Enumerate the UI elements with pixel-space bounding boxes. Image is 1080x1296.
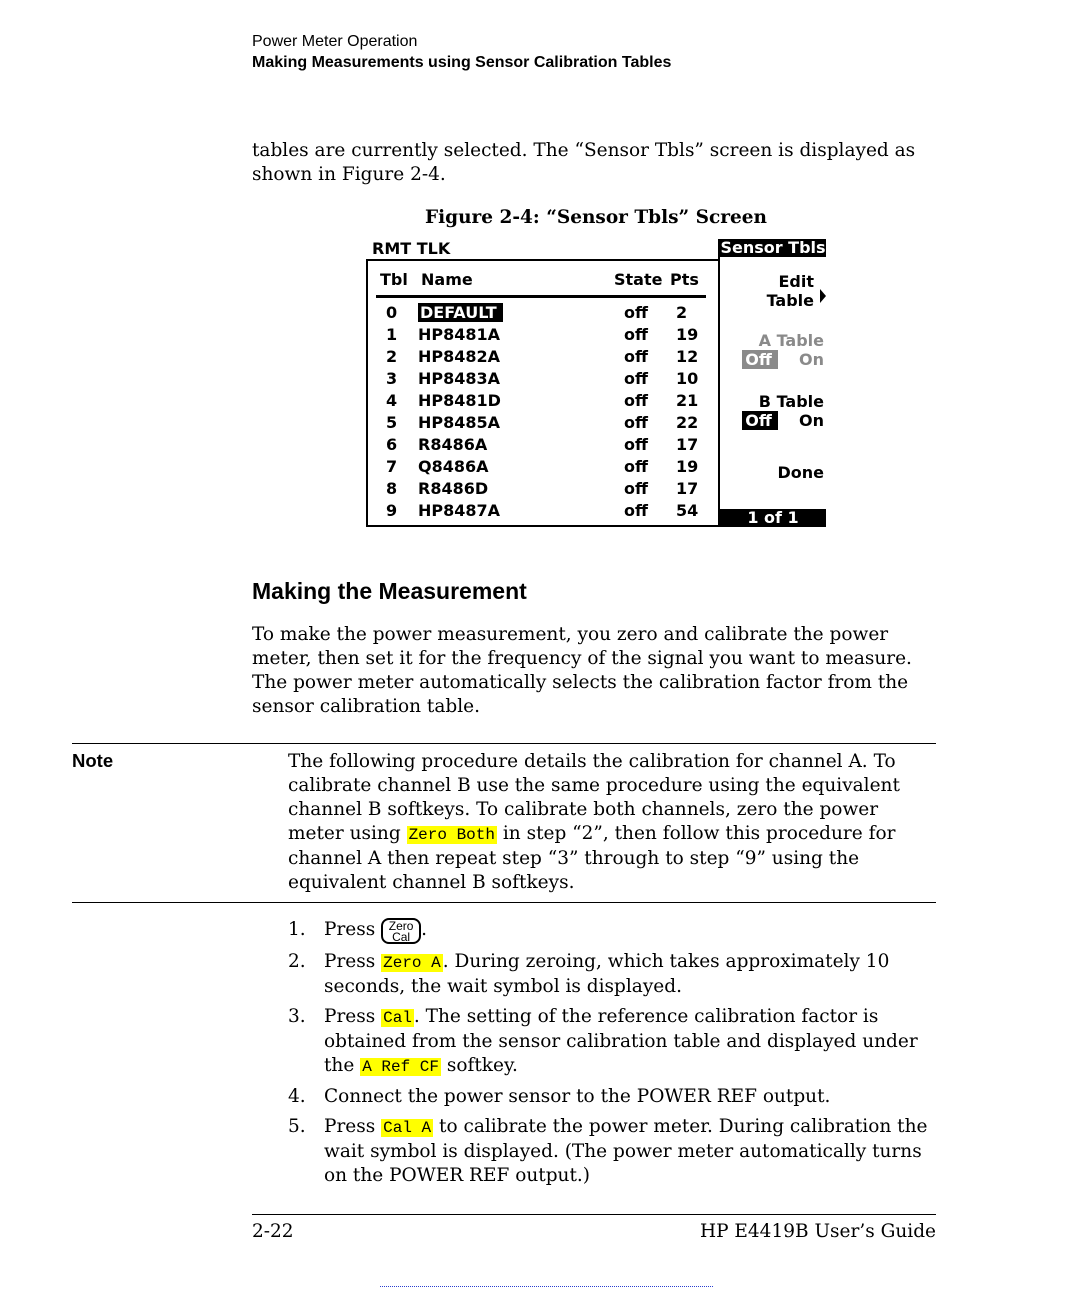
softkey-label: Table [766,291,814,310]
table-cell-tbl: 1 [386,325,398,344]
table-cell-tbl: 0 [386,303,398,322]
table-cell-pts: 19 [676,457,699,476]
step-text: Press [324,1006,382,1027]
table-cell-state: off [624,479,648,498]
screen-main-area [366,239,720,527]
softkey-option-off: Off [742,411,778,430]
table-row [366,501,718,523]
link-underline [380,1286,713,1287]
softkey-zero-a: Zero A [383,954,441,972]
table-cell-pts: 54 [676,501,699,520]
table-row [366,413,718,435]
running-header-section: Power Meter Operation [252,33,418,50]
table-cell-name: HP8481D [418,391,501,410]
section-heading: Making the Measurement [252,578,527,604]
divider [366,259,718,261]
step-number: 5. [288,1116,306,1137]
table-row [366,479,718,501]
step-text: Press [324,1116,382,1137]
table-cell-pts: 21 [676,391,699,410]
page-number: 2-22 [252,1221,294,1242]
softkey-a-ref-cf: A Ref CF [362,1058,439,1076]
note-top-rule [72,743,936,744]
intro-paragraph: tables are currently selected. The “Sensor Tbls” screen is displayed as shown in Figure 2-4. [252,140,916,185]
step-text: . The setting of the reference calibration factor is obtained from the sensor calibration table and displayed under the [324,1006,918,1076]
softkey-b-table [742,392,824,430]
table-cell-name: R8486A [418,435,488,454]
table-cell-tbl: 9 [386,501,398,520]
procedure-steps [288,918,948,1194]
running-header-subsection: Making Measurements using Sensor Calibration Tables [252,54,672,71]
softkey-label: B Table [758,392,824,411]
softkey-cal-a: Cal A [383,1119,432,1137]
header-divider [376,295,706,298]
hardkey-label-bottom: Cal [392,930,411,944]
step-text: to calibrate the power meter. During calibration the wait symbol is displayed. (The power meter automatically turns on the POWER REF output.) [324,1116,928,1186]
note-label: Note [72,750,114,771]
table-cell-tbl: 3 [386,369,398,388]
table-cell-tbl: 4 [386,391,398,410]
table-row [366,347,718,369]
divider [366,525,718,527]
table-cell-name: Q8486A [418,457,489,476]
table-cell-name: HP8485A [418,413,501,432]
note-text-part: in step “2”, then follow this procedure for channel A then repeat step “3” through to step “9” using the equivalent channel B softkeys. [288,823,896,893]
column-header-state: State [614,270,663,289]
table-cell-pts: 10 [676,369,699,388]
softkey-label: A Table [758,331,824,350]
table-row [366,457,718,479]
list-item [288,950,948,999]
note-text [288,750,938,895]
table-cell-name: HP8483A [418,369,501,388]
table-cell-state: off [624,413,648,432]
table-cell-state: off [624,457,648,476]
softkey-panel-title: Sensor Tbls [720,238,826,257]
table-cell-name-selected: DEFAULT [418,303,503,322]
page-indicator: 1 of 1 [720,509,826,527]
table-row [366,303,718,325]
step-text: Press [324,951,382,972]
column-header-pts: Pts [670,270,699,289]
table-cell-pts: 12 [676,347,699,366]
footer-rule [252,1214,936,1215]
submenu-arrow-icon [820,289,826,303]
table-cell-pts: 17 [676,435,699,454]
step-text: . [421,919,427,940]
list-item [288,918,948,944]
list-item [288,1115,948,1188]
softkey-panel [720,239,826,527]
table-cell-state: off [624,391,648,410]
hardkey-label-top: Zero [388,919,414,933]
zero-cal-hardkey [381,918,421,944]
list-item [288,1085,948,1109]
table-cell-name: HP8487A [418,501,501,520]
softkey-done: Done [777,463,824,482]
guide-title: HP E4419B User’s Guide [699,1221,936,1242]
table-cell-tbl: 6 [386,435,398,454]
table-cell-tbl: 5 [386,413,398,432]
table-cell-name: HP8481A [418,325,501,344]
softkey-option-on: On [799,350,824,369]
step-number: 4. [288,1086,306,1107]
table-cell-state: off [624,369,648,388]
table-cell-pts: 22 [676,413,699,432]
list-item [288,1005,948,1079]
table-cell-state: off [624,303,648,322]
table-cell-state: off [624,325,648,344]
softkey-zero-both: Zero Both [408,826,495,844]
table-cell-pts: 19 [676,325,699,344]
table-cell-pts: 17 [676,479,699,498]
step-number: 2. [288,951,306,972]
table-row [366,369,718,391]
note-text-part: The following procedure details the calibration for channel A. To calibrate channel B use the same procedure using the equivalent channel B softkeys. To calibrate both channels, zero the power meter using [288,751,900,844]
table-cell-state: off [624,347,648,366]
softkey-a-table [742,331,824,369]
table-cell-tbl: 2 [386,347,398,366]
status-indicator: RMT TLK [372,239,451,258]
table-cell-state: off [624,501,648,520]
table-row [366,391,718,413]
column-header-tbl: Tbl [380,270,408,289]
section-paragraph: To make the power measurement, you zero and calibrate the power meter, then set it for the frequency of the signal you want to measure. The power meter automatically selects the calibration factor from the sensor calibration table. [252,624,912,717]
table-cell-tbl: 7 [386,457,398,476]
table-row [366,435,718,457]
figure-title: Figure 2-4: “Sensor Tbls” Screen [425,207,767,228]
softkey-label: Edit [778,272,814,291]
softkey-cal: Cal [383,1009,412,1027]
note-bottom-rule [72,902,936,903]
table-row [366,325,718,347]
table-cell-name: R8486D [418,479,489,498]
sensor-tbls-screen [366,239,826,527]
step-text: . During zeroing, which takes approximately 10 seconds, the wait symbol is displayed. [324,951,890,997]
table-cell-name: HP8482A [418,347,501,366]
step-text: Press [324,919,382,940]
table-cell-tbl: 8 [386,479,398,498]
column-header-name: Name [421,270,473,289]
table-cell-pts: 2 [676,303,688,322]
step-number: 1. [288,919,306,940]
softkey-edit-table [767,272,814,310]
step-text: Connect the power sensor to the POWER REF output. [324,1086,831,1107]
step-text: softkey. [441,1055,518,1076]
softkey-option-on: On [799,411,824,430]
softkey-option-off: Off [742,350,778,369]
step-number: 3. [288,1006,306,1027]
table-cell-state: off [624,435,648,454]
